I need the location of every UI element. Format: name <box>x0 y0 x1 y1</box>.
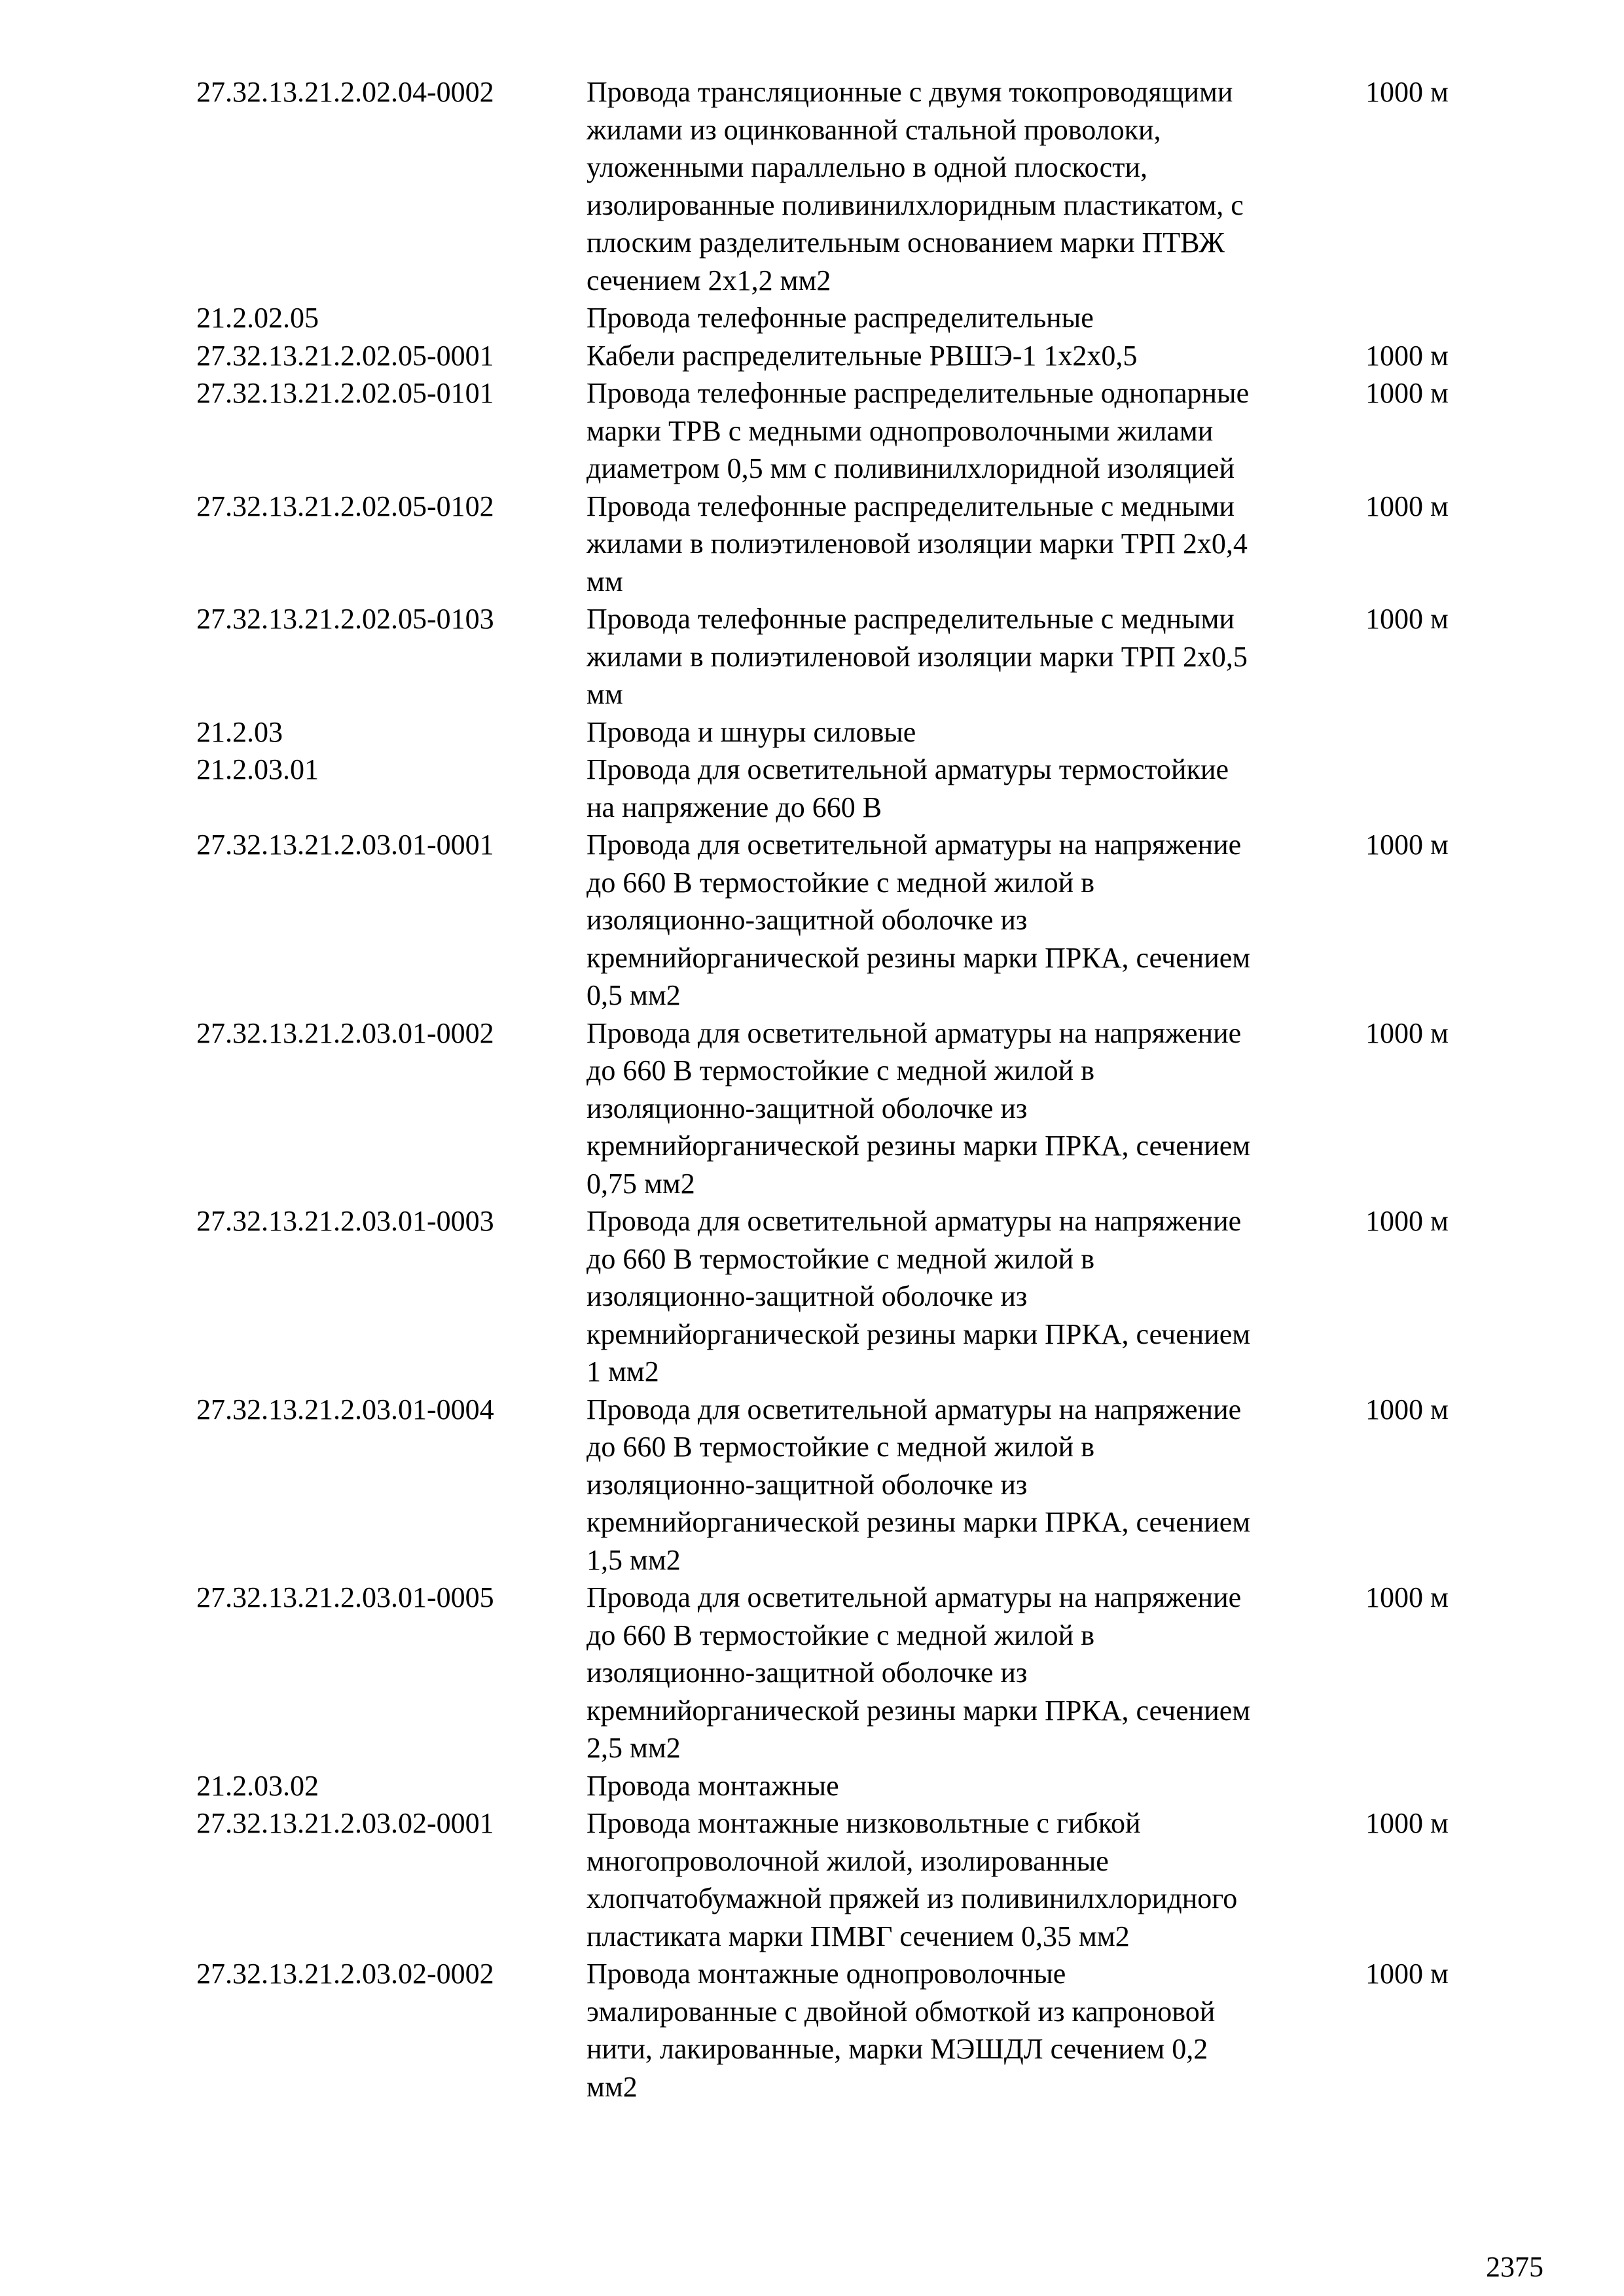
entry-description <box>586 1767 1365 1805</box>
description-line: Провода монтажные <box>586 1769 839 1802</box>
entry-description <box>586 826 1365 1014</box>
description-line: кремнийорганической резины марки ПРКА, сечением <box>586 1694 1251 1727</box>
description-line: Провода для осветительной арматуры на напряжение <box>586 829 1242 861</box>
entry-unit: 1000 м <box>1365 1205 1449 1237</box>
description-line: Провода телефонные распределительные с медными <box>586 603 1235 635</box>
description-line: изоляционно-защитной оболочке из <box>586 1280 1028 1312</box>
entry-code: 27.32.13.21.2.02.05-0102 <box>196 490 494 522</box>
description-line: Провода трансляционные с двумя токопроводящими <box>586 76 1233 108</box>
entry-code: 21.2.03 <box>196 715 283 748</box>
entry-unit: 1000 м <box>1365 1807 1449 1839</box>
description-line: пластиката марки ПМВГ сечением 0,35 мм2 <box>586 1920 1130 1952</box>
description-line: Провода для осветительной арматуры на напряжение <box>586 1016 1242 1049</box>
catalog-entry <box>196 299 1479 337</box>
description-line: 1 мм2 <box>586 1355 659 1388</box>
entry-code: 27.32.13.21.2.02.05-0001 <box>196 339 494 372</box>
catalog-entry <box>196 1955 1479 2106</box>
description-line: уложенными параллельно в одной плоскости, <box>586 151 1147 183</box>
entry-unit: 1000 м <box>1365 76 1449 108</box>
description-line: на напряжение до 660 В <box>586 791 882 823</box>
entry-unit: 1000 м <box>1365 1958 1449 1990</box>
entry-unit: 1000 м <box>1365 1016 1449 1049</box>
description-line: до 660 В термостойкие с медной жилой в <box>586 1619 1094 1651</box>
catalog-entry <box>196 751 1479 826</box>
description-line: до 660 В термостойкие с медной жилой в <box>586 1242 1094 1275</box>
entry-description <box>586 73 1365 299</box>
catalog-entry <box>196 1202 1479 1391</box>
description-line: изоляционно-защитной оболочке из <box>586 1468 1028 1501</box>
description-line: марки ТРВ с медными однопроволочными жилами <box>586 414 1214 447</box>
catalog-entry <box>196 1391 1479 1579</box>
catalog-entry <box>196 1804 1479 1955</box>
description-line: Провода для осветительной арматуры на напряжение <box>586 1581 1242 1613</box>
description-line: диаметром 0,5 мм с поливинилхлоридной изоляцией <box>586 452 1235 484</box>
catalog-entry <box>196 826 1479 1014</box>
description-line: до 660 В термостойкие с медной жилой в <box>586 866 1094 899</box>
entry-description <box>586 600 1365 713</box>
catalog-entry <box>196 1767 1479 1805</box>
entry-code: 27.32.13.21.2.02.04-0002 <box>196 76 494 108</box>
catalog-entry <box>196 713 1479 751</box>
entry-description <box>586 1014 1365 1203</box>
entry-description <box>586 488 1365 601</box>
description-line: кремнийорганической резины марки ПРКА, сечением <box>586 1318 1251 1350</box>
entry-code: 21.2.03.01 <box>196 753 319 785</box>
entry-code: 27.32.13.21.2.03.01-0005 <box>196 1581 494 1613</box>
description-line: жилами из оцинкованной стальной проволоки, <box>586 113 1161 146</box>
description-line: кремнийорганической резины марки ПРКА, сечением <box>586 1130 1251 1162</box>
description-line: плоским разделительным основанием марки ПТВЖ <box>586 226 1225 259</box>
description-line: изоляционно-защитной оболочке из <box>586 1092 1028 1124</box>
description-line: 0,75 мм2 <box>586 1167 695 1200</box>
entry-unit: 1000 м <box>1365 1393 1449 1426</box>
description-line: Провода телефонные распределительные однопарные <box>586 377 1250 409</box>
entry-description <box>586 1955 1365 2106</box>
description-line: 0,5 мм2 <box>586 979 681 1011</box>
description-line: Провода монтажные однопроволочные <box>586 1958 1066 1990</box>
entry-unit: 1000 м <box>1365 1581 1449 1613</box>
page-number: 2375 <box>1486 2251 1543 2283</box>
description-line: Провода и шнуры силовые <box>586 715 916 748</box>
description-line: изоляционно-защитной оболочке из <box>586 1657 1028 1689</box>
entry-description <box>586 1579 1365 1767</box>
entry-unit: 1000 м <box>1365 829 1449 861</box>
description-line: эмалированные с двойной обмоткой из капроновой <box>586 1995 1216 2028</box>
entry-unit: 1000 м <box>1365 490 1449 522</box>
description-line: мм <box>586 565 623 598</box>
description-line: 2,5 мм2 <box>586 1732 681 1764</box>
entry-description <box>586 337 1365 375</box>
description-line: Провода для осветительной арматуры на напряжение <box>586 1393 1242 1426</box>
entry-unit: 1000 м <box>1365 339 1449 372</box>
entry-unit: 1000 м <box>1365 377 1449 409</box>
entry-code: 27.32.13.21.2.02.05-0103 <box>196 603 494 635</box>
description-line: Провода телефонные распределительные с медными <box>586 490 1235 522</box>
description-line: нити, лакированные, марки МЭШДЛ сечением 0,2 <box>586 2033 1208 2065</box>
entry-description <box>586 374 1365 488</box>
description-line: Кабели распределительные РВШЭ-1 1х2х0,5 <box>586 339 1138 372</box>
entry-description <box>586 1391 1365 1579</box>
entry-code: 27.32.13.21.2.03.01-0002 <box>196 1016 494 1049</box>
entry-code: 21.2.03.02 <box>196 1769 319 1802</box>
description-line: кремнийорганической резины марки ПРКА, сечением <box>586 941 1251 974</box>
entry-description <box>586 1804 1365 1955</box>
entry-description <box>586 299 1365 337</box>
description-line: хлопчатобумажной пряжей из поливинилхлоридного <box>586 1882 1238 1914</box>
catalog-entry <box>196 73 1479 299</box>
entry-code: 27.32.13.21.2.03.02-0001 <box>196 1807 494 1839</box>
catalog-entry <box>196 600 1479 713</box>
description-line: Провода для осветительной арматуры на напряжение <box>586 1205 1242 1237</box>
description-line: изоляционно-защитной оболочке из <box>586 904 1028 936</box>
entry-code: 27.32.13.21.2.03.01-0004 <box>196 1393 494 1426</box>
entry-description <box>586 1202 1365 1391</box>
entry-unit: 1000 м <box>1365 603 1449 635</box>
description-line: Провода для осветительной арматуры термостойкие <box>586 753 1229 785</box>
entry-code: 27.32.13.21.2.02.05-0101 <box>196 377 494 409</box>
description-line: 1,5 мм2 <box>586 1543 681 1576</box>
description-line: Провода монтажные низковольтные с гибкой <box>586 1807 1141 1839</box>
description-line: многопроволочной жилой, изолированные <box>586 1844 1109 1877</box>
catalog-entry-list <box>196 73 1479 2106</box>
description-line: до 660 В термостойкие с медной жилой в <box>586 1431 1094 1463</box>
description-line: до 660 В термостойкие с медной жилой в <box>586 1054 1094 1086</box>
description-line: жилами в полиэтиленовой изоляции марки ТРП 2х0,5 <box>586 640 1248 673</box>
entry-code: 27.32.13.21.2.03.02-0002 <box>196 1958 494 1990</box>
entry-code: 21.2.02.05 <box>196 302 319 334</box>
entry-code: 27.32.13.21.2.03.01-0003 <box>196 1205 494 1237</box>
description-line: сечением 2х1,2 мм2 <box>586 264 831 296</box>
description-line: жилами в полиэтиленовой изоляции марки ТРП 2х0,4 <box>586 528 1248 560</box>
catalog-entry <box>196 337 1479 375</box>
description-line: мм2 <box>586 2070 638 2103</box>
catalog-entry <box>196 1014 1479 1203</box>
catalog-entry <box>196 488 1479 601</box>
catalog-entry <box>196 374 1479 488</box>
entry-description <box>586 751 1365 826</box>
entry-code: 27.32.13.21.2.03.01-0001 <box>196 829 494 861</box>
description-line: Провода телефонные распределительные <box>586 302 1094 334</box>
description-line: мм <box>586 678 623 710</box>
catalog-entry <box>196 1579 1479 1767</box>
description-line: кремнийорганической резины марки ПРКА, сечением <box>586 1506 1251 1538</box>
entry-description <box>586 713 1365 751</box>
description-line: изолированные поливинилхлоридным пластикатом, с <box>586 188 1244 221</box>
